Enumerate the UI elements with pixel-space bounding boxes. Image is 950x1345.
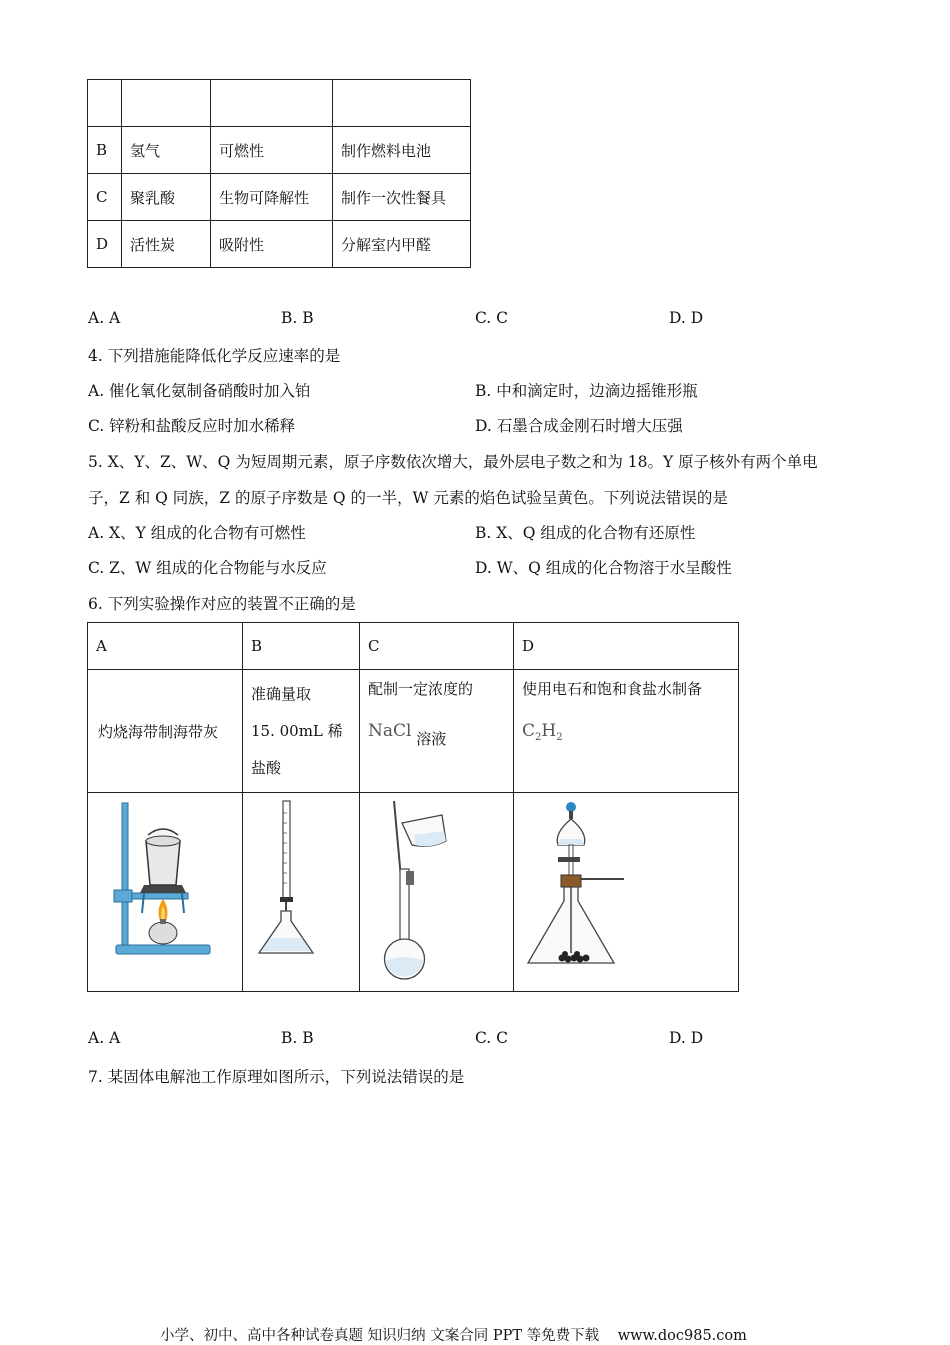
q3-option-c[interactable]: C. C — [475, 309, 509, 327]
c2h2-c: C — [522, 721, 536, 741]
c2h2-sub-1: 2 — [535, 732, 542, 743]
header-c: C — [360, 623, 514, 670]
apparatus-table — [87, 622, 739, 992]
cell-label: C — [88, 174, 122, 221]
cell-use: 制作一次性餐具 — [333, 174, 471, 221]
q5-option-c[interactable]: C. Z、W 组成的化合物能与水反应 — [88, 559, 327, 577]
q4-option-d[interactable]: D. 石墨合成金刚石时增大压强 — [475, 417, 683, 435]
footer — [160, 1324, 747, 1345]
volumetric-flask-apparatus — [360, 793, 513, 987]
table-row — [88, 127, 471, 174]
q5-stem-line2: 子，Z 和 Q 同族，Z 的原子序数是 Q 的一半，W 元素的焰色试验呈黄色。下列说法错误的是 — [88, 489, 728, 507]
apparatus-b-cell — [243, 793, 360, 992]
q5-option-b[interactable]: B. X、Q 组成的化合物有还原性 — [475, 524, 696, 542]
acetylene-generator-apparatus — [514, 793, 736, 987]
desc-c — [360, 670, 514, 793]
q4-stem: 4. 下列措施能降低化学反应速率的是 — [88, 347, 341, 365]
desc-a-text: 灼烧海带制海带灰 — [98, 722, 219, 741]
nacl-formula: NaCl — [368, 721, 412, 741]
c2h2-formula — [522, 721, 730, 743]
materials-table — [87, 79, 471, 268]
table-row — [88, 221, 471, 268]
desc-c-solution: 溶液 — [416, 730, 447, 748]
cell-use — [333, 80, 471, 127]
c2h2-sub-2: 2 — [556, 732, 563, 743]
table-row — [88, 670, 739, 793]
cell-property: 吸附性 — [211, 221, 333, 268]
apparatus-d-cell — [514, 793, 739, 992]
q6-option-c[interactable]: C. C — [475, 1029, 509, 1047]
cell-property: 可燃性 — [211, 127, 333, 174]
desc-b-line3: 盐酸 — [251, 758, 282, 777]
q3-option-b[interactable]: B. B — [281, 309, 314, 327]
q5-option-d[interactable]: D. W、Q 组成的化合物溶于水呈酸性 — [475, 559, 732, 577]
crucible-heating-apparatus — [88, 793, 226, 987]
cell-use: 制作燃料电池 — [333, 127, 471, 174]
cell-material: 氢气 — [122, 127, 211, 174]
table-row — [88, 623, 739, 670]
q3-option-a[interactable]: A. A — [88, 309, 121, 327]
q4-option-a[interactable]: A. 催化氧化氨制备硝酸时加入铂 — [88, 382, 311, 400]
cell-material: 聚乳酸 — [122, 174, 211, 221]
q7-stem: 7. 某固体电解池工作原理如图所示，下列说法错误的是 — [88, 1068, 465, 1086]
header-b: B — [243, 623, 360, 670]
table-row — [88, 793, 739, 992]
burette-titration-apparatus — [243, 793, 343, 987]
q6-option-b[interactable]: B. B — [281, 1029, 314, 1047]
q3-option-d[interactable]: D. D — [669, 309, 704, 327]
header-a: A — [88, 623, 243, 670]
cell-label: B — [88, 127, 122, 174]
apparatus-a-cell — [88, 793, 243, 992]
apparatus-c-cell — [360, 793, 514, 992]
q6-option-a[interactable]: A. A — [88, 1029, 121, 1047]
cell-use: 分解室内甲醛 — [333, 221, 471, 268]
desc-b-line1: 准确量取 — [251, 684, 312, 703]
cell-label: D — [88, 221, 122, 268]
q4-option-c[interactable]: C. 锌粉和盐酸反应时加水稀释 — [88, 417, 296, 435]
desc-b-line2: 15. 00mL 稀 — [251, 721, 343, 740]
header-d: D — [514, 623, 739, 670]
q6-stem: 6. 下列实验操作对应的装置不正确的是 — [88, 595, 356, 613]
table-row — [88, 80, 471, 127]
cell-material: 活性炭 — [122, 221, 211, 268]
c2h2-h: H — [541, 721, 557, 741]
footer-site[interactable]: www.doc985.com — [617, 1328, 747, 1344]
q5-stem-line1: 5. X、Y、Z、W、Q 为短周期元素，原子序数依次增大，最外层电子数之和为 18。Y 原子核外有两个单电 — [88, 453, 818, 471]
desc-c-line1: 配制一定浓度的 — [368, 680, 474, 698]
q6-option-d[interactable]: D. D — [669, 1029, 704, 1047]
q5-option-a[interactable]: A. X、Y 组成的化合物有可燃性 — [88, 524, 306, 542]
cell-label — [88, 80, 122, 127]
cell-material — [122, 80, 211, 127]
desc-b — [243, 670, 360, 793]
desc-d — [514, 670, 739, 793]
desc-a — [88, 670, 243, 793]
footer-text: 小学、初中、高中各种试卷真题 知识归纳 文案合同 PPT 等免费下载 — [160, 1328, 600, 1344]
desc-d-line1: 使用电石和饱和食盐水制备 — [522, 680, 703, 698]
q4-option-b[interactable]: B. 中和滴定时，边滴边摇锥形瓶 — [475, 382, 698, 400]
cell-property: 生物可降解性 — [211, 174, 333, 221]
cell-property — [211, 80, 333, 127]
table-row — [88, 174, 471, 221]
